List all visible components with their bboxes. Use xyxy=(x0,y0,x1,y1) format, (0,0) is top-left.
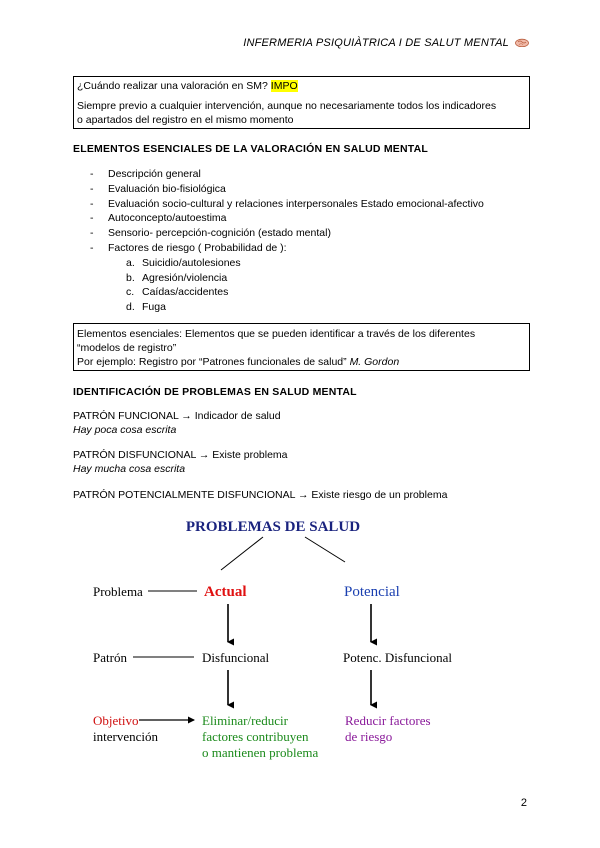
box2-line2: “modelos de registro” xyxy=(77,342,177,354)
page-header xyxy=(243,37,529,49)
author-name: M. Gordon xyxy=(349,356,400,368)
diagram-label-objetivo: Objetivo xyxy=(93,713,139,728)
diagram-label-intervencion: intervención xyxy=(93,729,158,744)
box2-line1: Elementos esenciales: Elementos que se pueden identificar a través de los diferentes xyxy=(77,328,476,340)
impo-highlight: IMPO xyxy=(270,80,298,92)
diagram-disfuncional: Disfuncional xyxy=(202,650,270,665)
list-item: - Autoconcepto/autoestima xyxy=(90,212,227,225)
list-item: - Descripción general xyxy=(90,168,201,180)
list-item: - Evaluación bio-fisiológica xyxy=(90,182,226,195)
section-title-identificacion: IDENTIFICACIÓN DE PROBLEMAS EN SALUD MENTAL xyxy=(73,386,357,398)
sublist-item: a. Suicidio/autolesiones xyxy=(126,256,241,269)
diagram-purple-line2: de riesgo xyxy=(345,729,393,744)
page-number: 2 xyxy=(520,797,527,809)
pattern-potential xyxy=(73,488,447,502)
diagram-green-line3: o mantienen problema xyxy=(202,745,319,760)
sublist-item: b. Agresión/violencia xyxy=(126,271,228,284)
list-item: - Evaluación socio-cultural y relaciones interpersonales Estado emocional-afectivo xyxy=(90,197,484,210)
list-item: - Sensorio- percepción-cognición (estado mental) xyxy=(90,227,331,240)
valoracion-answer-line1: Siempre previo a cualquier intervención, aunque no necesariamente todos los indicadores xyxy=(77,100,497,112)
pattern-dysfunctional xyxy=(73,448,288,476)
sublist-item: c. Caídas/accidentes xyxy=(126,286,229,299)
diagram-branch-right xyxy=(305,537,345,562)
pattern-dysfunctional-note: Hay mucha cosa escrita xyxy=(73,463,186,475)
diagram-label-problema: Problema xyxy=(93,584,143,599)
diagram-purple-line1: Reducir factores xyxy=(345,713,431,728)
section-title-elementos: ELEMENTOS ESENCIALES DE LA VALORACIÓN EN SALUD MENTAL xyxy=(73,143,428,155)
diagram-green-line1: Eliminar/reducir xyxy=(202,713,288,728)
diagram-potenc-disfuncional: Potenc. Disfuncional xyxy=(343,650,453,665)
valoracion-answer-line2: o apartados del registro en el mismo momento xyxy=(77,114,294,126)
problems-diagram xyxy=(73,512,530,772)
list-item: - Factores de riesgo ( Probabilidad de ): xyxy=(90,241,287,254)
box2-line3: Por ejemplo: Registro por “Patrones funcionales de salud” M. Gordon xyxy=(77,356,400,368)
pattern-dysfunctional-text: PATRÓN DISFUNCIONAL → Existe problema xyxy=(73,449,288,461)
diagram-label-patron: Patrón xyxy=(93,650,127,665)
pattern-functional-text: PATRÓN FUNCIONAL → Indicador de salud xyxy=(73,410,281,422)
diagram-potencial: Potencial xyxy=(344,584,400,600)
risk-sublist xyxy=(126,256,484,315)
sublist-item: d. Fuga xyxy=(126,301,166,314)
valoracion-question: ¿Cuándo realizar una valoración en SM? IMPO xyxy=(77,80,298,92)
diagram-branch-left xyxy=(221,537,263,570)
pattern-potential-text: PATRÓN POTENCIALMENTE DISFUNCIONAL → Existe riesgo de un problema xyxy=(73,489,448,501)
valoracion-box xyxy=(73,76,530,129)
brain-icon xyxy=(515,38,529,47)
pattern-functional-note: Hay poca cosa escrita xyxy=(73,424,177,436)
diagram-green-line2: factores contribuyen xyxy=(202,729,309,744)
diagram-actual: Actual xyxy=(204,584,247,600)
elementos-esenciales-box xyxy=(73,323,530,371)
elements-list xyxy=(90,167,484,315)
header-title: INFERMERIA PSIQUIÀTRICA I DE SALUT MENTAL xyxy=(243,37,509,49)
pattern-functional xyxy=(73,409,281,437)
diagram-title: PROBLEMAS DE SALUD xyxy=(185,519,361,535)
